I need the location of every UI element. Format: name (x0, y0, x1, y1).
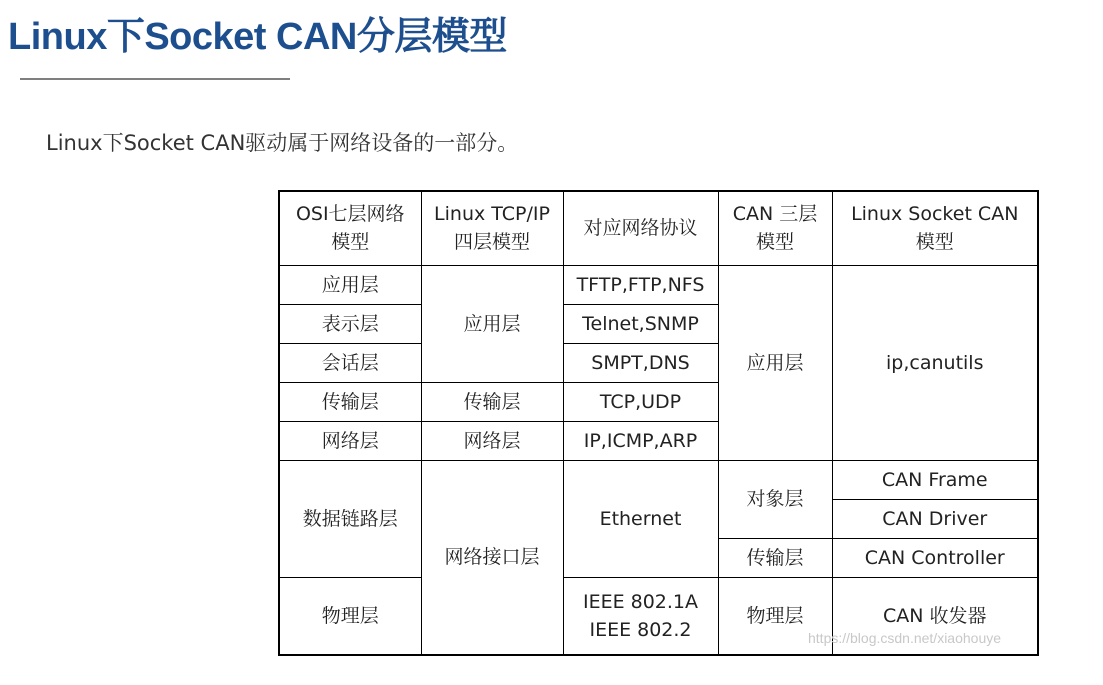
osi-session-cell: 会话层 (279, 343, 421, 382)
protocol-ieee-cell (563, 577, 718, 655)
can-physical-cell: 物理层 (718, 577, 832, 655)
protocol-ieee-line-1: IEEE 802.1A (582, 590, 699, 613)
header-tcpip-line-1: Linux TCP/IP (434, 203, 550, 226)
socketcan-frame-cell: CAN Frame (832, 460, 1038, 499)
tcpip-interface-cell: 网络接口层 (421, 460, 563, 655)
protocol-cell-4: TCP,UDP (563, 382, 718, 421)
protocol-ethernet-cell: Ethernet (563, 460, 718, 577)
socketcan-controller-cell: CAN Controller (832, 538, 1038, 577)
intro-text: Linux下Socket CAN驱动属于网络设备的一部分。 (46, 131, 519, 155)
osi-presentation-cell: 表示层 (279, 304, 421, 343)
can-application-cell: 应用层 (718, 265, 832, 460)
osi-transport-cell: 传输层 (279, 382, 421, 421)
title-underline (20, 78, 290, 80)
page-title: Linux下Socket CAN分层模型 (8, 16, 507, 58)
can-transfer-cell: 传输层 (718, 538, 832, 577)
socketcan-driver-cell: CAN Driver (832, 499, 1038, 538)
protocol-cell-5: IP,ICMP,ARP (563, 421, 718, 460)
header-socketcan (832, 191, 1038, 265)
header-socketcan-line-1: Linux Socket CAN (851, 203, 1019, 226)
can-object-cell: 对象层 (718, 460, 832, 538)
table-row (279, 460, 1038, 499)
osi-network-cell: 网络层 (279, 421, 421, 460)
socketcan-transceiver-cell: CAN 收发器 (832, 577, 1038, 655)
header-can3-line-1: CAN 三层 (732, 203, 818, 226)
header-tcpip (421, 191, 563, 265)
header-can3-line-2: 模型 (755, 231, 794, 254)
header-can3 (718, 191, 832, 265)
header-osi-line-1: OSI七层网络 (295, 203, 405, 226)
layer-model-table (278, 190, 1039, 656)
osi-datalink-cell: 数据链路层 (279, 460, 421, 577)
tcpip-network-cell: 网络层 (421, 421, 563, 460)
tcpip-transport-cell: 传输层 (421, 382, 563, 421)
table-header-row (279, 191, 1038, 265)
protocol-cell-3: SMPT,DNS (563, 343, 718, 382)
osi-application-cell: 应用层 (279, 265, 421, 304)
socketcan-application-cell: ip,canutils (832, 265, 1038, 460)
osi-physical-cell: 物理层 (279, 577, 421, 655)
header-protocol-label: 对应网络协议 (583, 217, 698, 240)
tcpip-application-cell: 应用层 (421, 265, 563, 382)
header-protocol (563, 191, 718, 265)
header-osi (279, 191, 421, 265)
table-row (279, 265, 1038, 304)
header-osi-line-2: 模型 (331, 231, 370, 254)
source-watermark: https://blog.csdn.net/xiaohouye (808, 630, 1002, 646)
protocol-cell-2: Telnet,SNMP (563, 304, 718, 343)
protocol-ieee-line-2: IEEE 802.2 (589, 618, 692, 641)
protocol-cell-1: TFTP,FTP,NFS (563, 265, 718, 304)
header-tcpip-line-2: 四层模型 (453, 231, 530, 254)
header-socketcan-line-2: 模型 (915, 231, 954, 254)
